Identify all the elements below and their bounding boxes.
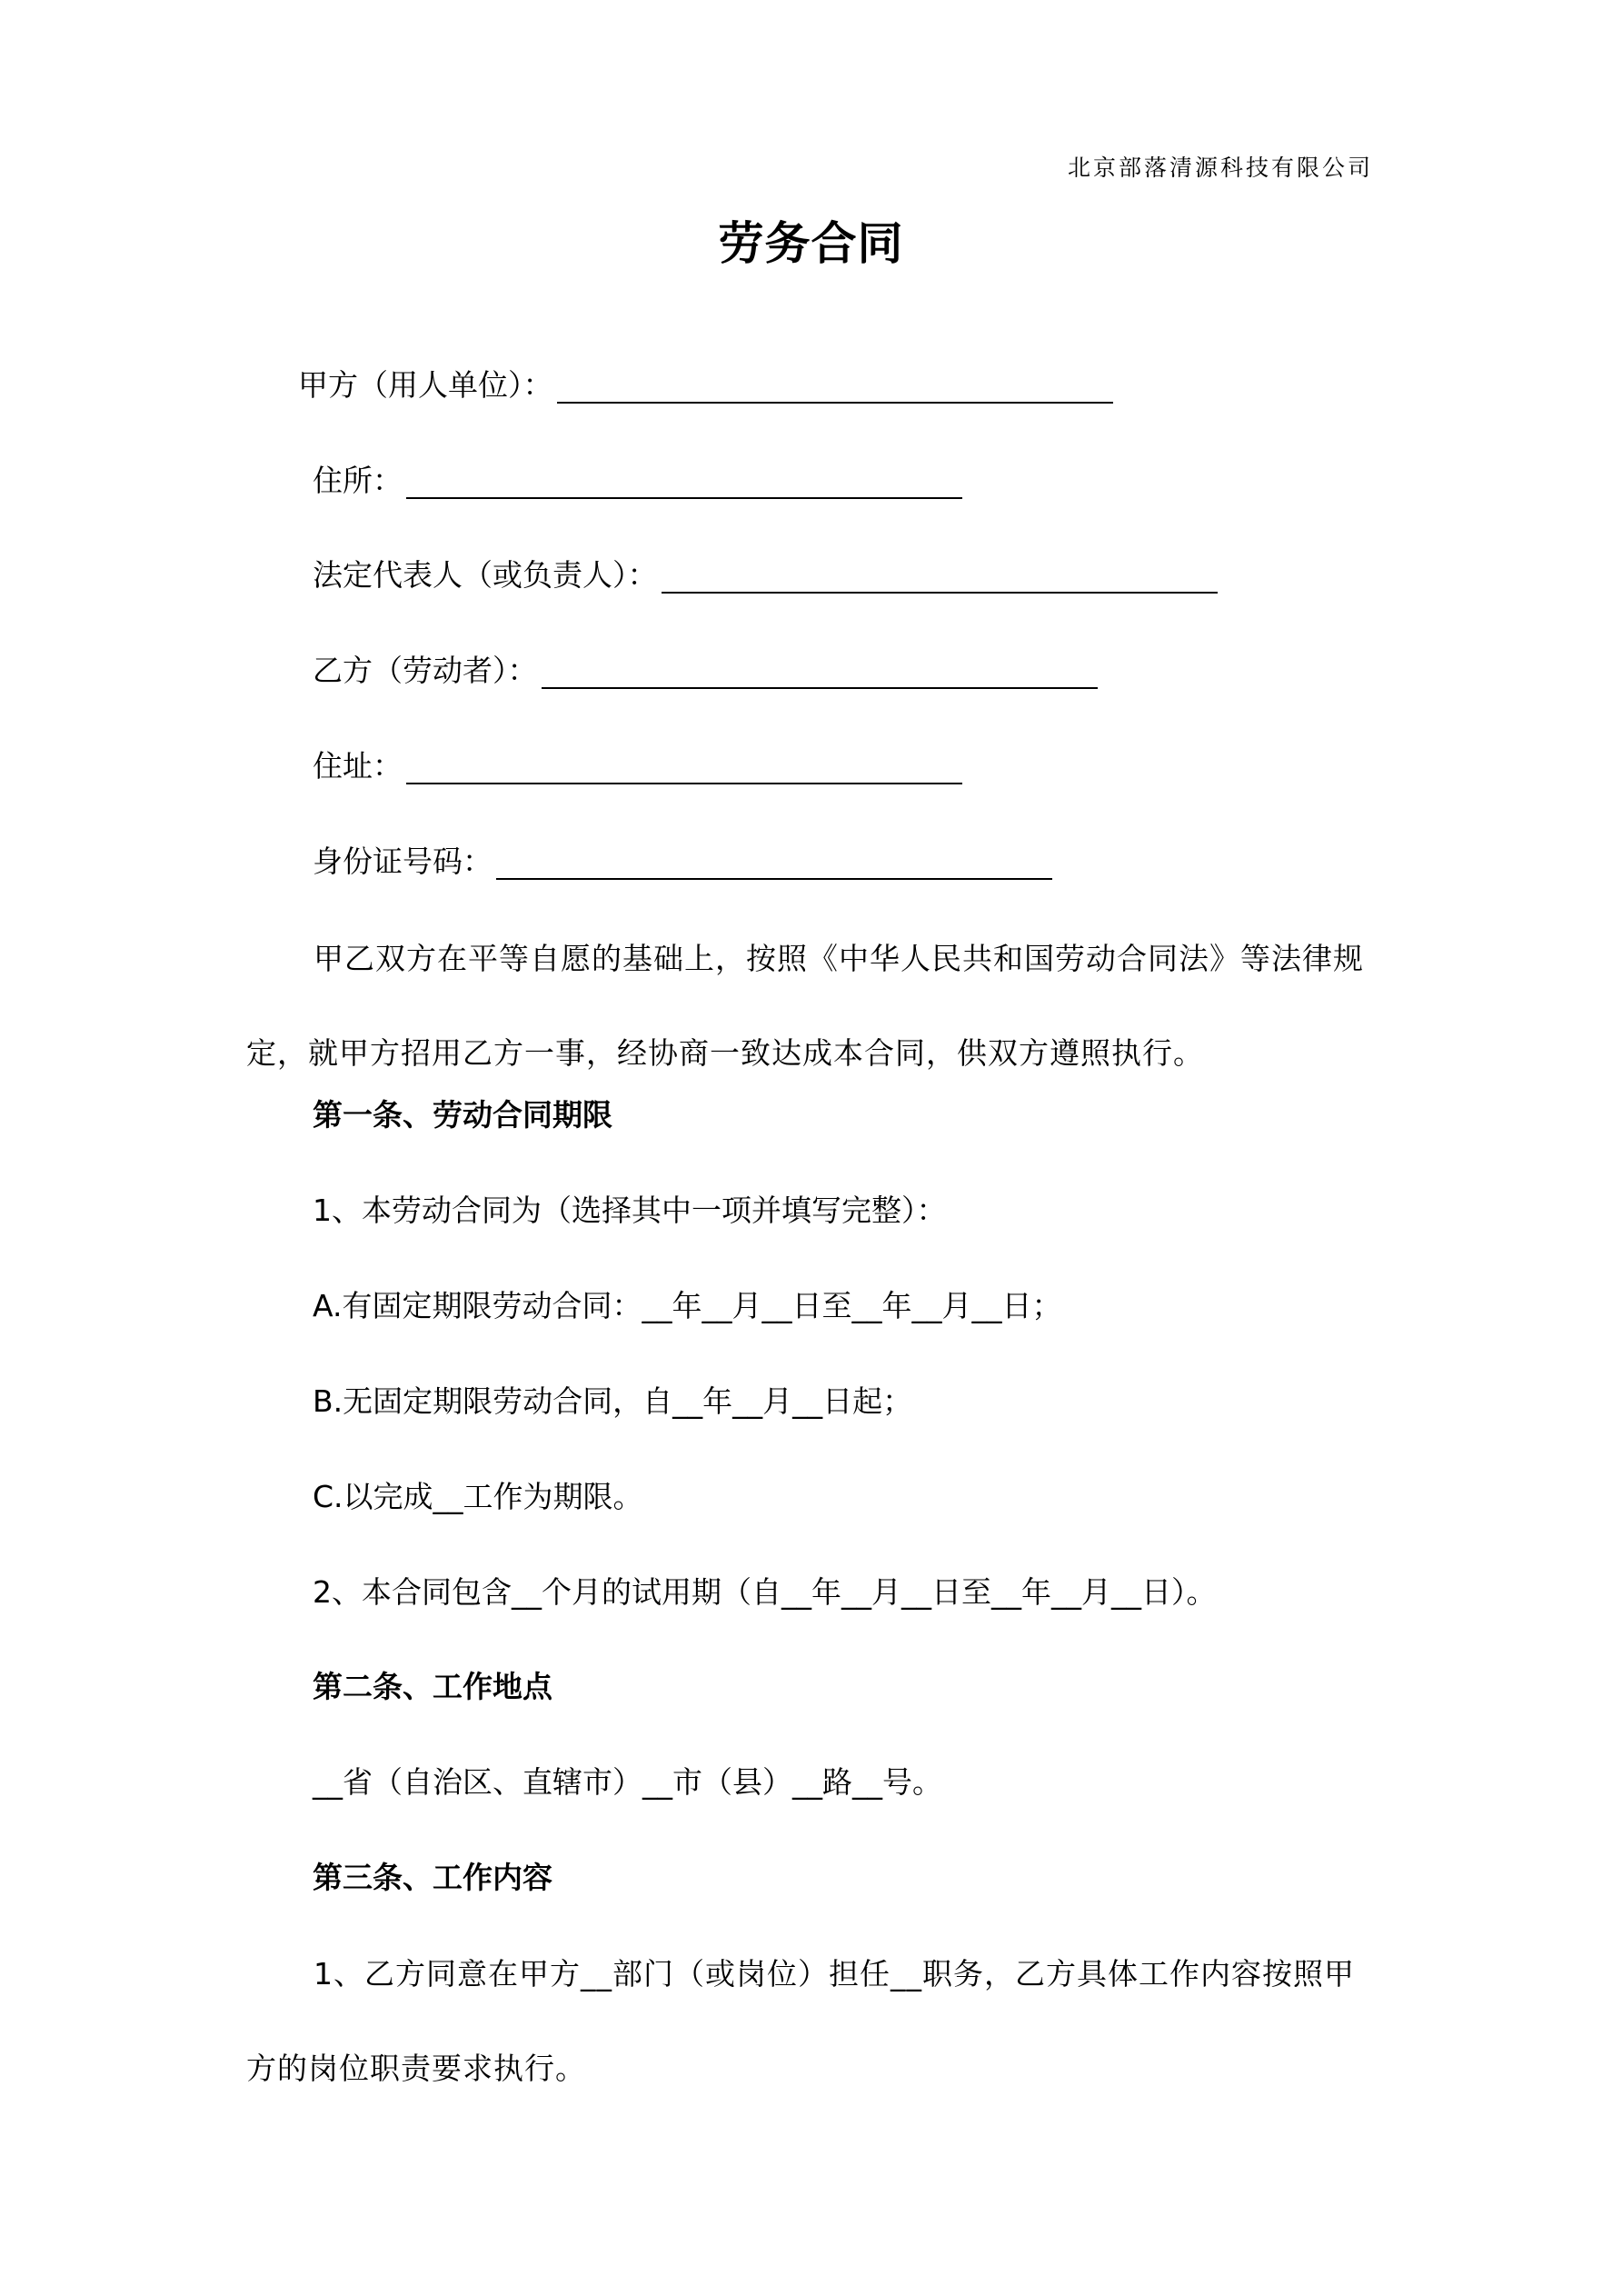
legal-rep-label: 法定代表人（或负责人）： [313,557,658,593]
article1-option-b: B.无固定期限劳动合同，自__年__月__日起； [313,1383,913,1419]
party-a-field [298,367,1113,404]
company-name: 北京部落清源科技有限公司 [1067,155,1373,181]
address-b-field [313,748,962,784]
party-b-field [313,653,1098,689]
legal-rep-field [313,557,1218,594]
address-a-field [313,463,962,499]
article1-heading: 第一条、劳动合同期限 [313,1097,612,1133]
party-b-label: 乙方（劳动者）： [313,653,538,688]
article1-option-c: C.以完成__工作为期限。 [313,1479,643,1514]
legal-rep-blank-line[interactable] [662,561,1218,594]
article2-heading: 第二条、工作地点 [313,1669,552,1704]
article3-item1: 1、乙方同意在甲方__部门（或岗位）担任__职务，乙方具体工作内容按照甲方的岗位职责要求执行。 [246,1956,1355,2086]
article1-option-a: A.有固定期限劳动合同：__年__月__日至__年__月__日； [313,1288,1062,1323]
article1-item2: 2、本合同包含__个月的试用期（自__年__月__日至__年__月__日）。 [313,1574,1217,1610]
id-number-blank-line[interactable] [496,847,1052,880]
intro-paragraph: 甲乙双方在平等自愿的基础上，按照《中华人民共和国劳动合同法》等法律规定，就甲方招用乙方一事，经协商一致达成本合同，供双方遵照执行。 [246,941,1364,1071]
id-number-field [313,844,1052,880]
party-a-label: 甲方（用人单位）： [298,367,553,403]
address-a-label: 住所： [313,463,403,498]
party-b-blank-line[interactable] [542,656,1098,689]
article2-text: __省（自治区、直辖市）__市（县）__路__号。 [313,1764,942,1800]
article3-heading: 第三条、工作内容 [313,1860,552,1895]
address-a-blank-line[interactable] [406,466,962,499]
address-b-label: 住址： [313,748,403,784]
article1-item1: 1、本劳动合同为（选择其中一项并填写完整）： [313,1193,947,1228]
contract-title: 劳务合同 [718,217,904,270]
party-a-blank-line[interactable] [557,371,1113,404]
address-b-blank-line[interactable] [406,752,962,784]
id-number-label: 身份证号码： [313,844,493,879]
